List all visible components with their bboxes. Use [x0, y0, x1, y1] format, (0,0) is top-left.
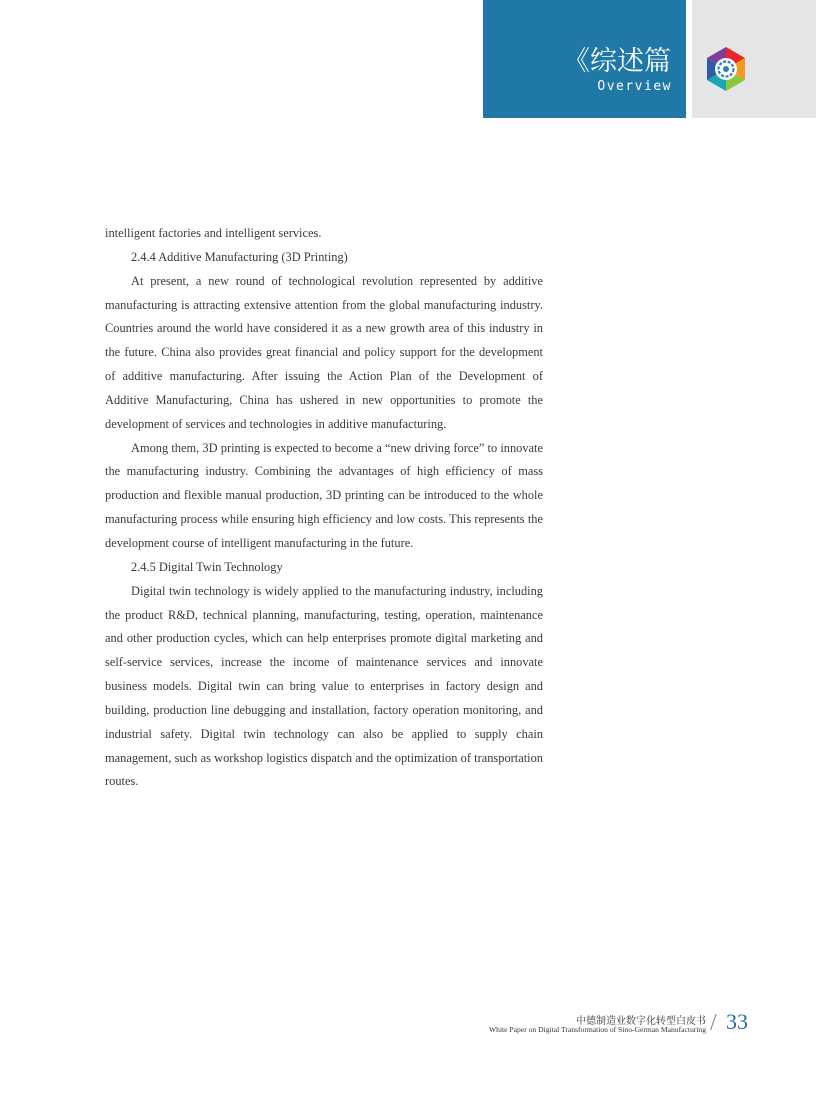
section-subtitle: Overview [597, 79, 672, 94]
footer-separator: / [710, 1010, 717, 1036]
page-number: 33 [726, 1009, 748, 1034]
heading-digital-twin: 2.4.5 Digital Twin Technology [131, 559, 283, 574]
hexagon-gear-logo-icon [703, 46, 749, 92]
heading-additive-manufacturing: 2.4.4 Additive Manufacturing (3D Printing) [131, 249, 348, 264]
footer-title-en: White Paper on Digital Transformation of Sino-German Manufacturing [488, 1025, 706, 1034]
paragraph-additive-intro: At present, a new round of technological revolution represented by additive manufacturing is attracting extensive attention from the global manufacturing industry. Countries around the world have considered it as a new growth area of this industry in the future. China also provides great financial and policy support for the development of additive manufacturing. After issuing the Action Plan of the Development of Additive Manufacturing, China has ushered in new opportunities to promote the development of services and technologies in additive manufacturing. [105, 273, 543, 431]
footer-title-cn: 中德制造业数字化转型白皮书 [576, 1016, 706, 1027]
section-title: 《综述篇 [563, 46, 671, 77]
paragraph-3d-printing: Among them, 3D printing is expected to become a “new driving force” to innovate the manufacturing industry. Combining the advantages of high efficiency of mass production and flexible manual production, 3D printing can be introduced to the whole manufacturing process while ensuring high efficiency and low costs. This represents the development course of intelligent manufacturing in the future. [105, 440, 543, 550]
paragraph-continuation: intelligent factories and intelligent services. [105, 226, 322, 240]
paragraph-digital-twin: Digital twin technology is widely applied to the manufacturing industry, including the product R&D, technical planning, manufacturing, testing, operation, maintenance and other production cycles, which can help enterprises promote digital marketing and self-service services, increase the income of maintenance services and innovate business models. Digital twin can bring value to enterprises in factory design and building, production line debugging and installation, factory operation monitoring, and industrial safety. Digital twin technology can also be applied to supply chain management, such as workshop logistics dispatch and the optimization of transportation routes. [105, 583, 543, 789]
body-text [105, 222, 543, 794]
